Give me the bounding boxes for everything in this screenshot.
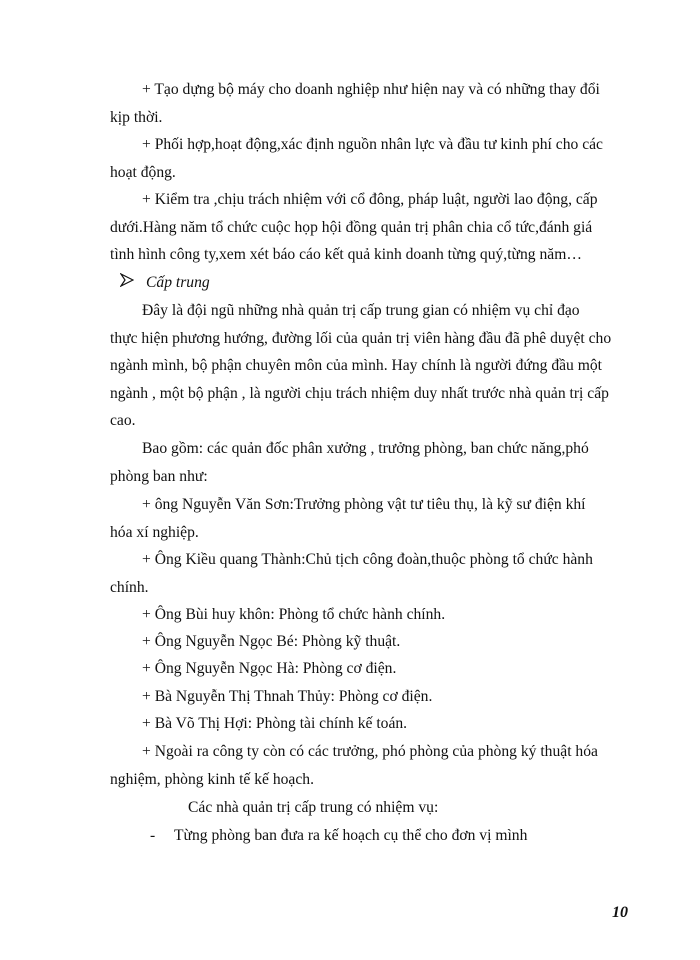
text-line: hóa xí nghiệp. — [110, 523, 199, 541]
text-line: + Ông Bùi huy khôn: Phòng tổ chức hành chính. — [142, 606, 446, 623]
text-line: kịp thời. — [110, 108, 163, 126]
text-line: + Phối hợp,hoạt động,xác định nguồn nhân lực và đầu tư kinh phí cho các — [142, 136, 603, 153]
list-item-person-3 — [110, 601, 634, 629]
text-line: + Tạo dựng bộ máy cho doanh nghiệp như hiện nay và có những thay đổi — [142, 81, 600, 98]
text-line: + Ông Nguyễn Ngọc Bé: Phòng kỹ thuật. — [142, 633, 401, 650]
text-line: + Kiểm tra ,chịu trách nhiệm với cổ đông, pháp luật, người lao động, cấp — [142, 191, 598, 208]
list-item-person-6 — [110, 683, 634, 711]
list-item-person-2 — [110, 546, 634, 601]
page-number: 10 — [612, 904, 628, 921]
list-item-person-7 — [110, 710, 634, 738]
text-line: phòng ban như: — [110, 467, 208, 485]
text-line: + Ngoài ra công ty còn có các trưởng, phó phòng của phòng ký thuật hóa — [142, 743, 598, 760]
text-line: + Bà Võ Thị Hợi: Phòng tài chính kế toán. — [142, 715, 408, 732]
text-line: chính. — [110, 578, 149, 596]
text-line: + Ông Kiều quang Thành:Chủ tịch công đoàn,thuộc phòng tổ chức hành — [142, 551, 593, 568]
text-line: hoạt động. — [110, 163, 176, 181]
list-item-person-5 — [110, 655, 634, 683]
dash-list-item — [150, 822, 527, 850]
text-line: tình hình công ty,xem xét báo cáo kết quả kinh doanh từng quý,từng năm… — [110, 246, 582, 263]
text-line: + ông Nguyễn Văn Sơn:Trưởng phòng vật tư tiêu thụ, là kỹ sư điện khí — [142, 496, 586, 513]
text-line: Bao gồm: các quản đốc phân xưởng , trưởng phòng, ban chức năng,phó — [142, 440, 589, 457]
arrow-bullet-icon — [120, 269, 146, 297]
list-item-person-1 — [110, 491, 634, 546]
section-heading-text: Cấp trung — [146, 274, 210, 291]
paragraph-bullet-2 — [110, 131, 634, 186]
text-line: cao. — [110, 412, 136, 429]
paragraph-description — [110, 297, 634, 435]
paragraph-includes — [110, 435, 634, 490]
text-line: Đây là đội ngũ những nhà quản trị cấp trung gian có nhiệm vụ chỉ đạo — [142, 302, 580, 319]
list-item-others — [110, 738, 634, 793]
text-line: dưới.Hàng năm tổ chức cuộc họp hội đồng quản trị phân chia cổ tức,đánh giá — [110, 218, 593, 236]
text-line: + Bà Nguyễn Thị Thnah Thủy: Phòng cơ điện. — [142, 688, 433, 705]
list-item-person-4 — [110, 628, 634, 656]
dash-bullet: - — [150, 827, 156, 844]
section-heading — [120, 269, 210, 297]
paragraph-bullet-3 — [110, 186, 634, 269]
text-line: + Ông Nguyễn Ngọc Hà: Phòng cơ điện. — [142, 660, 397, 677]
text-line: nghiệm, phòng kinh tế kế hoạch. — [110, 770, 314, 788]
text-line: ngành mình, bộ phận chuyên môn của mình. Hay chính là người đứng đầu một — [110, 357, 603, 374]
duties-intro: Các nhà quản trị cấp trung có nhiệm vụ: — [188, 799, 439, 816]
paragraph-bullet-1 — [110, 76, 634, 131]
text-line: thực hiện phương hướng, đường lối của quản trị viên hàng đầu đã phê duyệt cho — [110, 329, 612, 347]
text-line: ngành , một bộ phận , là người chịu trách nhiệm duy nhất trước nhà quản trị cấp — [110, 384, 609, 402]
dash-item-text: Từng phòng ban đưa ra kế hoạch cụ thể cho đơn vị mình — [174, 827, 528, 844]
